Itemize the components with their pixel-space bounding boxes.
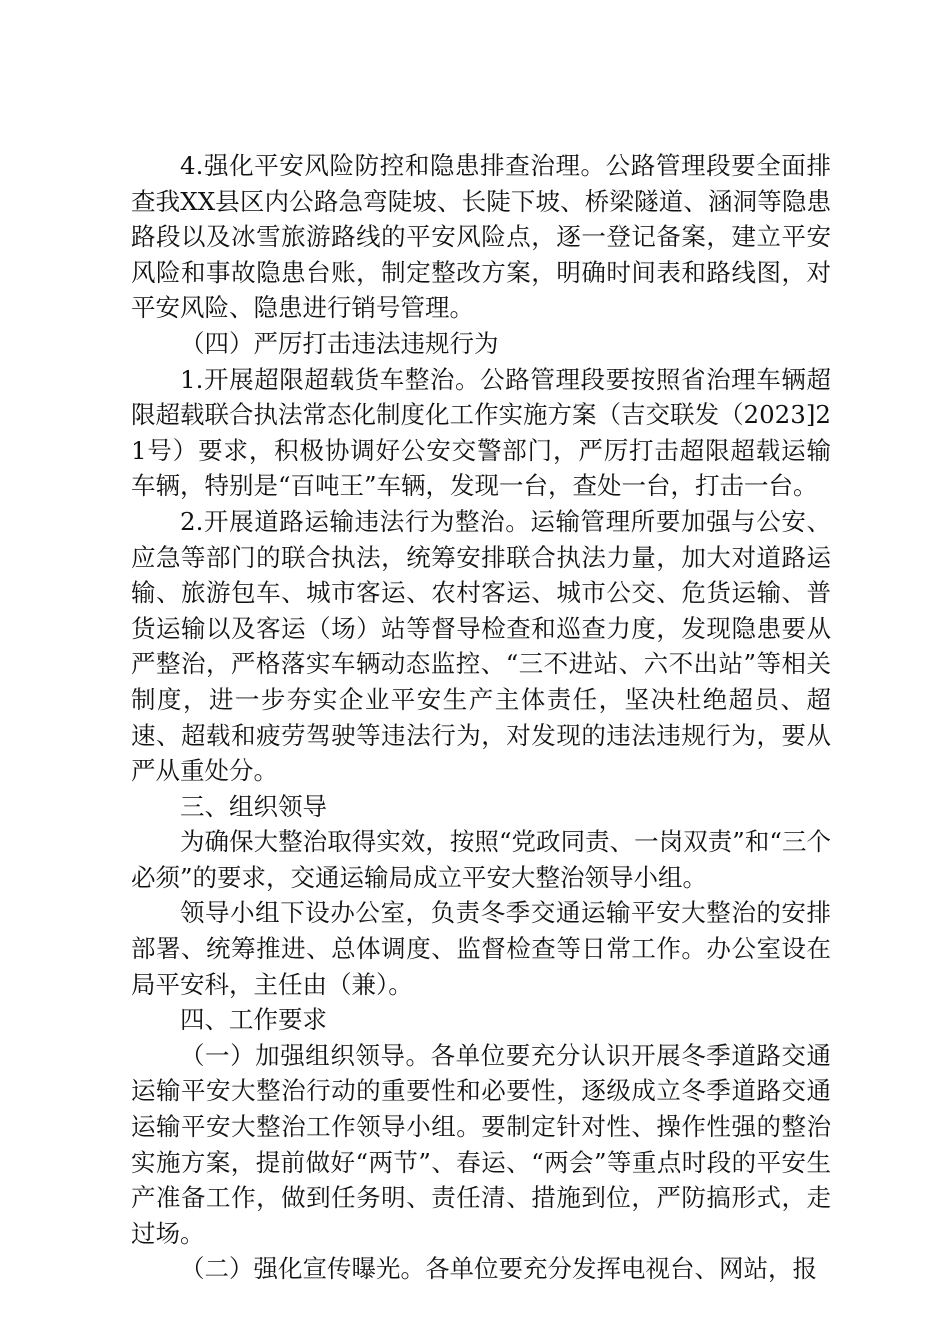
paragraph-transport-violations: 2.开展道路运输违法行为整治。运输管理所要加强与公安、应急等部门的联合执法，统筹安排联合执法力量，加大对道路运输、旅游包车、城市客运、农村客运、城市公交、危货运输、普货运输以及客运（场）站等督导检查和巡查力度，发现隐患要从严整治，严格落实车辆动态监控、“三不进站、六不出站”等相关制度，进一步夯实企业平安生产主体责任，坚决杜绝超员、超速、超载和疲劳驾驶等违法行为，对发现的违法违规行为，要从严从重处分。 — [131, 506, 831, 786]
paragraph-strengthen-leadership: （一）加强组织领导。各单位要充分认识开展冬季道路交通运输平安大整治行动的重要性和必要性，逐级成立冬季道路交通运输平安大整治工作领导小组。要制定针对性、操作性强的整治实施方案，提前做好“两节”、春运、“两会”等重点时段的平安生产准备工作，做到任务明、责任清、措施到位，严防搞形式，走过场。 — [131, 1040, 831, 1248]
paragraph-overload-trucks: 1.开展超限超载货车整治。公路管理段要按照省治理车辆超限超载联合执法常态化制度化工作实施方案（吉交联发（2023]21号）要求，积极协调好公安交警部门，严厉打击超限超载运输车辆，特别是“百吨王”车辆，发现一台，查处一台，打击一台。 — [131, 364, 831, 501]
document-body — [131, 148, 831, 1287]
section-heading-organization: 三、组织领导 — [180, 791, 327, 821]
paragraph-leadership-group: 为确保大整治取得实效，按照“党政同责、一岗双责”和“三个必须”的要求，交通运输局成立平安大整治领导小组。 — [131, 827, 831, 892]
paragraph-publicity: （二）强化宣传曝光。各单位要充分发挥电视台、网站，报 — [180, 1254, 817, 1284]
section-heading-requirements: 四、工作要求 — [180, 1005, 327, 1035]
section-heading-crackdown: （四）严厉打击违法违规行为 — [180, 328, 499, 358]
paragraph-risk-control: 4.强化平安风险防控和隐患排查治理。公路管理段要全面排查我XX县区内公路急弯陡坡、长陡下坡、桥梁隧道、涵洞等隐患路段以及冰雪旅游路线的平安风险点，逐一登记备案，建立平安风险和事故隐患台账，制定整改方案，明确时间表和路线图，对平安风险、隐患进行销号管理。 — [131, 151, 831, 323]
paragraph-office: 领导小组下设办公室，负责冬季交通运输平安大整治的安排部署、统筹推进、总体调度、监督检查等日常工作。办公室设在局平安科，主任由（兼）。 — [131, 898, 831, 999]
